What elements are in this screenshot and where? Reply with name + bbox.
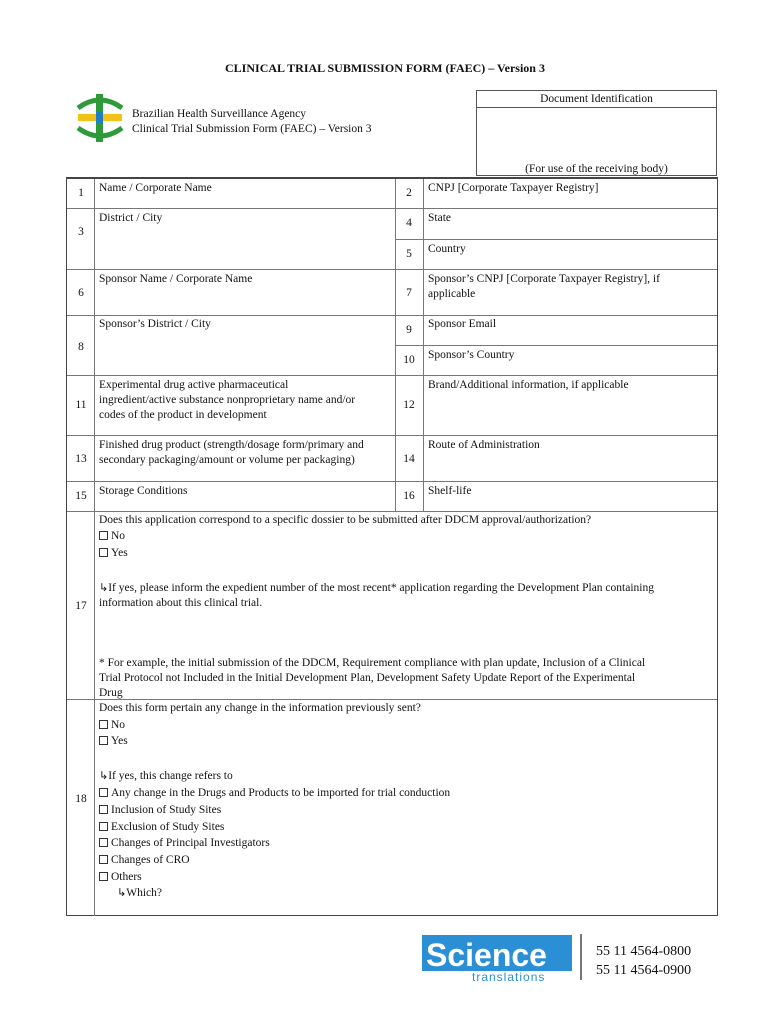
dossier-no-checkbox[interactable] <box>99 531 108 540</box>
dossier-ifyes-line2: information about this clinical trial. <box>99 597 263 609</box>
change-no-checkbox[interactable] <box>99 720 108 729</box>
field-number: 7 <box>406 287 412 299</box>
field-number: 6 <box>78 287 84 299</box>
arrow-icon: ↳ <box>117 886 127 900</box>
agency-name: Brazilian Health Surveillance Agency <box>132 108 307 120</box>
country-label: Country <box>428 243 466 255</box>
shelf-life-label: Shelf-life <box>428 485 472 497</box>
field-number: 2 <box>406 187 412 199</box>
dossier-yes-label: Yes <box>111 547 128 559</box>
dossier-yes-checkbox[interactable] <box>99 548 108 557</box>
change-option-label: Inclusion of Study Sites <box>111 803 222 816</box>
document-identification-header: Document Identification <box>477 91 716 108</box>
anvisa-logo-icon <box>70 90 130 146</box>
arrow-icon: ↳ <box>99 769 109 783</box>
field-number: 18 <box>75 793 87 805</box>
dossier-question: Does this application correspond to a specific dossier to be submitted after DDCM approval/authorization? <box>99 514 592 526</box>
dossier-no-label: No <box>111 530 126 542</box>
change-yes-label: Yes <box>111 735 128 748</box>
change-option-label: Changes of Principal Investigators <box>111 837 270 850</box>
field-number: 3 <box>78 226 84 238</box>
sponsor-name-label: Sponsor Name / Corporate Name <box>99 273 253 285</box>
sponsor-cnpj-label-line1: Sponsor’s CNPJ [Corporate Taxpayer Registry], if <box>428 273 660 285</box>
dossier-question-block <box>99 513 713 701</box>
phone-numbers <box>596 942 691 980</box>
change-yes-checkbox[interactable] <box>99 736 108 745</box>
finished-product-line2: secondary packaging/amount or volume per packaging) <box>99 454 355 466</box>
name-corporate-name-label: Name / Corporate Name <box>99 182 212 194</box>
sponsor-country-label: Sponsor’s Country <box>428 349 515 361</box>
field-number: 5 <box>406 248 412 260</box>
phone-number-1: 55 11 4564-0800 <box>596 944 692 959</box>
active-ingredient-line2: ingredient/active substance nonproprietary name and/or <box>99 394 356 406</box>
which-label: Which? <box>126 887 162 900</box>
change-drugs-checkbox[interactable] <box>99 788 108 797</box>
form-subtitle: Clinical Trial Submission Form (FAEC) – Version 3 <box>132 123 372 135</box>
sponsor-district-label: Sponsor’s District / City <box>99 318 211 330</box>
science-translations-logo <box>422 933 572 983</box>
change-option-label: Others <box>111 870 142 883</box>
storage-conditions-label: Storage Conditions <box>99 485 188 497</box>
change-option-label: Exclusion of Study Sites <box>111 820 225 833</box>
change-question-block <box>99 700 713 902</box>
cnpj-label: CNPJ [Corporate Taxpayer Registry] <box>428 182 599 194</box>
sponsor-email-label: Sponsor Email <box>428 318 497 330</box>
change-ifyes-label: If yes, this change refers to <box>108 770 233 783</box>
dossier-note-line2: Trial Protocol not Included in the Initial Development Plan, Development Safety Update Report of the Experimental <box>99 672 636 684</box>
field-number: 9 <box>406 324 412 336</box>
active-ingredient-line3: codes of the product in development <box>99 409 267 421</box>
dossier-note-line1: * For example, the initial submission of the DDCM, Requirement compliance with plan update, Inclusion of a Clinical <box>99 657 646 669</box>
field-number: 17 <box>75 600 87 612</box>
arrow-icon: ↳ <box>99 581 109 594</box>
field-number: 10 <box>403 354 415 366</box>
dossier-note-line3: Drug <box>99 687 123 699</box>
form-table <box>66 177 718 916</box>
others-checkbox[interactable] <box>99 872 108 881</box>
brand-name: Science <box>426 937 547 973</box>
field-number: 4 <box>406 217 412 229</box>
brand-info-label: Brand/Additional information, if applicable <box>428 379 629 391</box>
field-number: 14 <box>403 453 415 465</box>
finished-product-line1: Finished drug product (strength/dosage form/primary and <box>99 439 364 451</box>
field-number: 13 <box>75 453 87 465</box>
active-ingredient-line1: Experimental drug active pharmaceutical <box>99 379 289 391</box>
exclusion-sites-checkbox[interactable] <box>99 822 108 831</box>
field-number: 16 <box>403 490 415 502</box>
sponsor-cnpj-label <box>428 272 660 302</box>
changes-cro-checkbox[interactable] <box>99 855 108 864</box>
active-ingredient-label <box>99 378 355 423</box>
field-number: 12 <box>403 399 415 411</box>
state-label: State <box>428 212 451 224</box>
document-identification-note: (For use of the receiving body) <box>525 163 668 175</box>
route-administration-label: Route of Administration <box>428 439 540 451</box>
change-no-label: No <box>111 718 126 731</box>
district-city-label: District / City <box>99 212 163 224</box>
change-option-label: Any change in the Drugs and Products to be imported for trial conduction <box>111 787 451 800</box>
field-number: 11 <box>75 399 87 411</box>
changes-investigators-checkbox[interactable] <box>99 838 108 847</box>
dossier-ifyes-line1: If yes, please inform the expedient number of the most recent* application regarding the Development Plan containing <box>108 582 654 594</box>
field-number: 1 <box>78 187 84 199</box>
agency-header <box>132 107 372 137</box>
field-number: 15 <box>75 490 87 502</box>
inclusion-sites-checkbox[interactable] <box>99 805 108 814</box>
finished-product-label <box>99 438 364 468</box>
phone-number-2: 55 11 4564-0900 <box>596 963 692 978</box>
field-number: 8 <box>78 341 84 353</box>
footer-divider <box>580 934 582 980</box>
brand-subtitle: translations <box>472 970 546 983</box>
page-title: CLINICAL TRIAL SUBMISSION FORM (FAEC) – Version 3 <box>225 61 545 75</box>
sponsor-cnpj-label-line2: applicable <box>428 288 476 300</box>
change-option-label: Changes of CRO <box>111 853 190 866</box>
change-question: Does this form pertain any change in the information previously sent? <box>99 702 421 714</box>
